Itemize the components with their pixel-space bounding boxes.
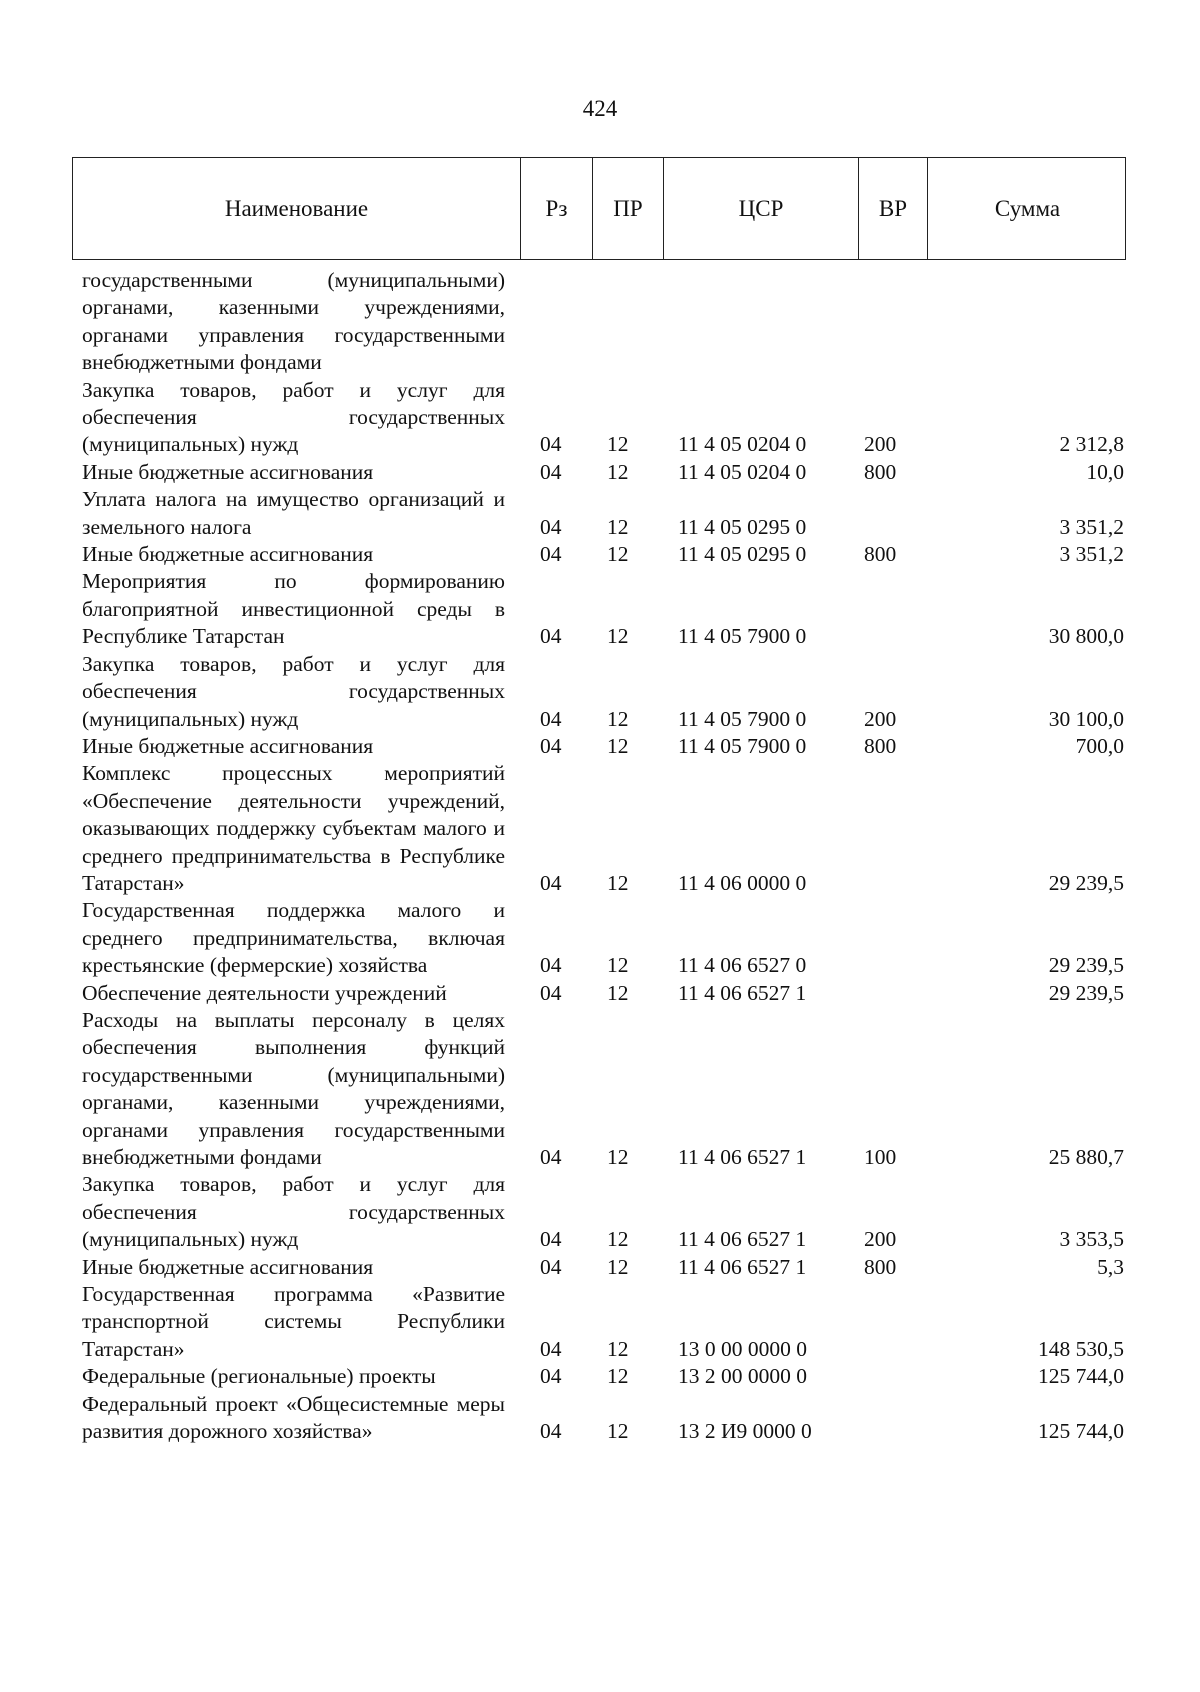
row-sum: 700,0 <box>1075 733 1124 758</box>
row-csr: 11 4 06 6527 0 <box>678 953 807 978</box>
row-rz: 04 <box>540 432 562 457</box>
row-sum: 29 239,5 <box>1048 953 1124 978</box>
row-rz: 04 <box>540 624 562 649</box>
row-rz: 04 <box>540 1364 562 1389</box>
table-row <box>0 1363 1200 1390</box>
row-vr: 100 <box>864 1145 897 1169</box>
row-pr: 12 <box>607 953 629 978</box>
row-rz: 04 <box>540 953 562 978</box>
row-name: Федеральные (региональные) проекты <box>82 1364 436 1389</box>
row-rz: 04 <box>540 1145 562 1169</box>
row-name: Государственная поддержка малого и среднего предпринимательства, включая крестьянские (фермерские) хозяйства <box>82 898 505 978</box>
page-number: 424 <box>582 96 618 121</box>
row-name: Иные бюджетные ассигнования <box>82 459 374 484</box>
row-csr: 11 4 05 7900 0 <box>678 624 807 649</box>
row-name: Иные бюджетные ассигнования <box>82 733 374 758</box>
row-csr: 11 4 06 0000 0 <box>678 870 807 895</box>
row-pr: 12 <box>607 1145 629 1169</box>
row-pr: 12 <box>607 1254 629 1279</box>
row-sum: 3 353,5 <box>1059 1227 1124 1252</box>
row-vr: 200 <box>864 1227 897 1252</box>
table-row <box>0 486 1200 541</box>
row-sum: 3 351,2 <box>1059 542 1124 567</box>
table-row <box>0 651 1200 733</box>
row-vr: 800 <box>864 1254 897 1279</box>
row-sum: 5,3 <box>1097 1254 1124 1279</box>
row-vr: 200 <box>864 706 897 731</box>
row-csr: 11 4 06 6527 1 <box>678 1254 807 1279</box>
row-pr: 12 <box>607 432 629 457</box>
row-sum: 10,0 <box>1086 459 1124 484</box>
row-pr: 12 <box>607 1336 629 1361</box>
row-rz: 04 <box>540 1336 562 1361</box>
row-rz: 04 <box>540 706 562 731</box>
table-row <box>0 1281 1200 1363</box>
table-row <box>0 1171 1200 1253</box>
row-pr: 12 <box>607 1364 629 1389</box>
row-sum: 3 351,2 <box>1059 514 1124 539</box>
row-name: Обеспечение деятельности учреждений <box>82 980 447 1005</box>
row-pr: 12 <box>607 1419 629 1444</box>
table-header <box>72 157 1126 260</box>
header-name: Наименование <box>224 195 369 221</box>
table-row <box>0 1007 1200 1171</box>
row-name: Расходы на выплаты персоналу в целях обеспечения выполнения функций государственными (муниципальными) органами, казенными учреждениями, органами управления государственными внебюджетными фондами <box>82 1007 505 1169</box>
table-row <box>0 1254 1200 1281</box>
table-row <box>0 733 1200 760</box>
row-name: Федеральный проект «Общесистемные меры развития дорожного хозяйства» <box>82 1391 505 1444</box>
header-pr: ПР <box>592 158 663 259</box>
row-name: Комплекс процессных мероприятий «Обеспечение деятельности учреждений, оказывающих поддержку субъектам малого и среднего предпринимательства в Республике Татарстан» <box>82 761 505 895</box>
row-pr: 12 <box>607 1227 629 1252</box>
row-sum: 29 239,5 <box>1048 870 1124 895</box>
table-row <box>0 267 1200 377</box>
row-pr: 12 <box>607 870 629 895</box>
row-vr: 800 <box>864 733 897 758</box>
row-pr: 12 <box>607 706 629 731</box>
row-csr: 11 4 06 6527 1 <box>678 980 807 1005</box>
row-sum: 29 239,5 <box>1048 980 1124 1005</box>
table-row <box>0 541 1200 568</box>
row-sum: 30 100,0 <box>1048 706 1124 731</box>
row-rz: 04 <box>540 1254 562 1279</box>
row-name: Закупка товаров, работ и услуг для обеспечения государственных (муниципальных) нужд <box>82 651 505 731</box>
table-row <box>0 980 1200 1007</box>
row-csr: 11 4 05 0295 0 <box>678 542 807 567</box>
row-vr: 800 <box>864 542 897 567</box>
row-name: Государственная программа «Развитие транспортной системы Республики Татарстан» <box>82 1282 505 1361</box>
row-pr: 12 <box>607 459 629 484</box>
row-rz: 04 <box>540 514 562 539</box>
row-name: Мероприятия по формированию благоприятной инвестиционной среды в Республике Татарстан <box>82 569 505 649</box>
row-pr: 12 <box>607 542 629 567</box>
row-pr: 12 <box>607 514 629 539</box>
row-csr: 11 4 05 0204 0 <box>678 459 807 484</box>
row-csr: 11 4 05 0295 0 <box>678 514 807 539</box>
row-rz: 04 <box>540 980 562 1005</box>
row-pr: 12 <box>607 980 629 1005</box>
table-row <box>0 897 1200 979</box>
row-name: Иные бюджетные ассигнования <box>82 1254 374 1279</box>
row-vr: 200 <box>864 432 897 457</box>
header-csr: ЦСР <box>663 158 858 259</box>
row-csr: 11 4 05 0204 0 <box>678 432 807 457</box>
row-rz: 04 <box>540 1419 562 1444</box>
table-row <box>0 377 1200 459</box>
row-name: Иные бюджетные ассигнования <box>82 542 374 567</box>
row-csr: 13 2 00 0000 0 <box>678 1364 807 1389</box>
row-sum: 2 312,8 <box>1059 432 1124 457</box>
header-rz: Рз <box>520 158 592 259</box>
row-csr: 13 2 И9 0000 0 <box>678 1419 812 1444</box>
header-vr: ВР <box>858 158 927 259</box>
row-name: Уплата налога на имущество организаций и земельного налога <box>82 487 505 539</box>
row-vr: 800 <box>864 459 897 484</box>
row-csr: 11 4 06 6527 1 <box>678 1145 807 1169</box>
row-name: Закупка товаров, работ и услуг для обеспечения государственных (муниципальных) нужд <box>82 1172 505 1252</box>
row-rz: 04 <box>540 733 562 758</box>
row-name: государственными (муниципальными) органами, казенными учреждениями, органами управления государственными внебюджетными фондами <box>82 268 505 375</box>
row-csr: 11 4 05 7900 0 <box>678 733 807 758</box>
header-sum: Сумма <box>927 158 1127 259</box>
row-sum: 148 530,5 <box>1038 1336 1124 1361</box>
row-sum: 125 744,0 <box>1038 1364 1124 1389</box>
row-csr: 11 4 05 7900 0 <box>678 706 807 731</box>
row-csr: 13 0 00 0000 0 <box>678 1336 807 1361</box>
row-csr: 11 4 06 6527 1 <box>678 1227 807 1252</box>
row-rz: 04 <box>540 870 562 895</box>
table-row <box>0 760 1200 897</box>
row-rz: 04 <box>540 459 562 484</box>
row-rz: 04 <box>540 542 562 567</box>
row-pr: 12 <box>607 733 629 758</box>
table-row <box>0 568 1200 650</box>
table-body <box>0 267 1200 1445</box>
row-rz: 04 <box>540 1227 562 1252</box>
row-name: Закупка товаров, работ и услуг для обеспечения государственных (муниципальных) нужд <box>82 377 505 457</box>
row-pr: 12 <box>607 624 629 649</box>
table-row <box>0 1391 1200 1446</box>
table-row <box>0 459 1200 486</box>
row-sum: 25 880,7 <box>1048 1145 1124 1169</box>
row-sum: 125 744,0 <box>1038 1419 1124 1444</box>
row-sum: 30 800,0 <box>1048 624 1124 649</box>
